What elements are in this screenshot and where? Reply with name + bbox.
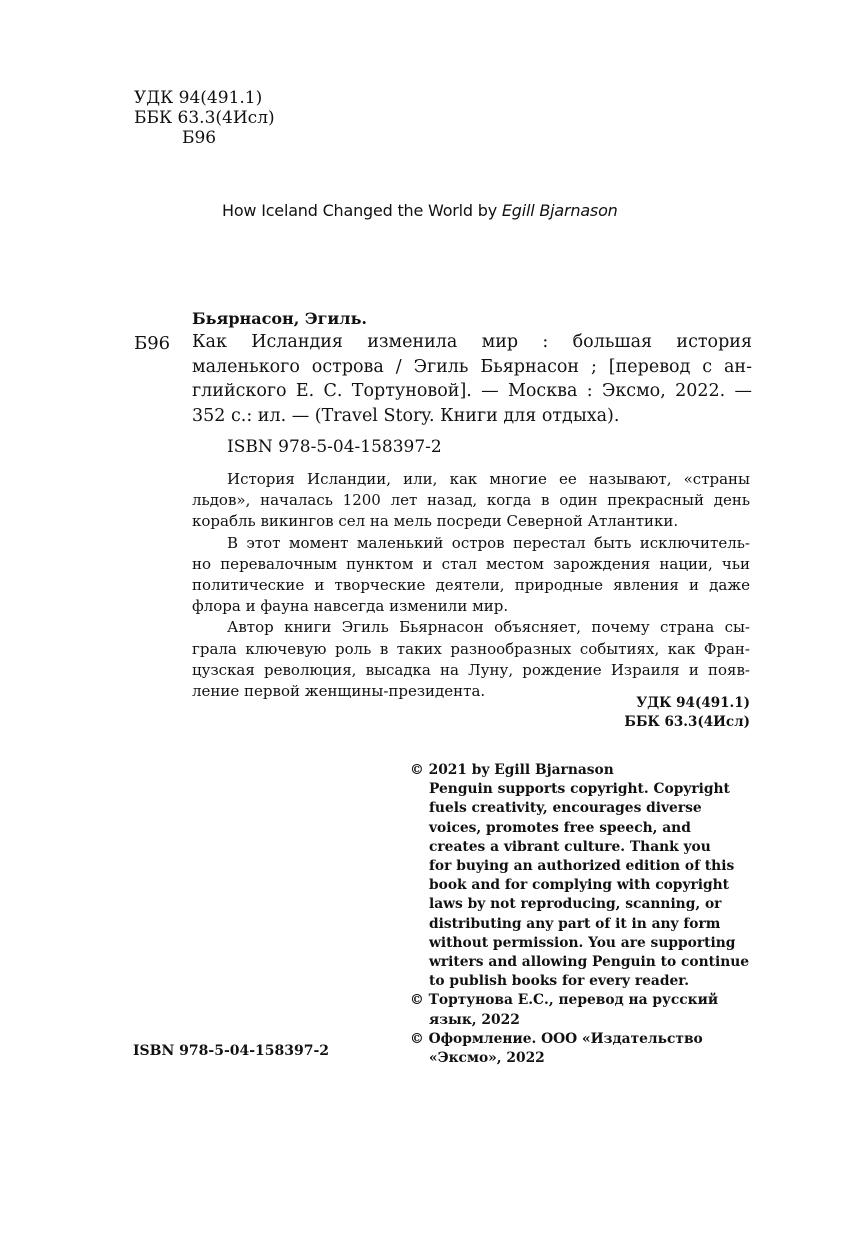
copyright-line: book and for complying with copyright (429, 877, 730, 894)
catalog-isbn: ISBN 978-5-04-158397-2 (227, 437, 442, 457)
copyright-line: © Оформление. ООО «Издательство (410, 1030, 703, 1047)
annotation-line: флора и фауна навсегда изменили мир. (192, 597, 509, 616)
annotation (192, 469, 750, 702)
udk-code: УДК 94(491.1) (636, 695, 750, 711)
bbk-code: ББК 63.3(4Исл) (134, 108, 275, 128)
copyright-block (410, 761, 755, 1068)
catalog-entry-line: 352 с.: ил. — (Travel Story. Книги для отдыха). (192, 405, 620, 426)
original-title-line (222, 201, 618, 220)
classification-block-right (560, 694, 750, 732)
catalog-entry-line: маленького острова / Эгиль Бьярнасон ; [перевод с ан- (192, 356, 752, 377)
annotation-line: корабль викингов сел на мель посреди Северной Атлантики. (192, 512, 679, 531)
copyright-line: to publish books for every reader. (429, 973, 690, 990)
original-author: Egill Bjarnason (501, 201, 618, 220)
annotation-line: но перевалочным пунктом и стал местом зарождения нации, чьи (192, 554, 750, 573)
annotation-line: цузская революция, высадка на Луну, рождение Израиля и появ- (192, 660, 750, 679)
copyright-line: without permission. You are supporting (429, 934, 736, 951)
bbk-code: ББК 63.3(4Исл) (624, 714, 750, 730)
catalog-entry (192, 330, 752, 428)
annotation-line: Автор книги Эгиль Бьярнасон объясняет, почему страна сы- (227, 618, 750, 637)
annotation-line: ление первой женщины-президента. (192, 682, 486, 701)
copyright-line: «Эксмо», 2022 (429, 1050, 545, 1067)
isbn-bottom: ISBN 978-5-04-158397-2 (133, 1043, 330, 1059)
copyright-line: creates a vibrant culture. Thank you (429, 838, 711, 855)
annotation-line: политические и творческие деятели, природные явления и даже (192, 576, 750, 595)
annotation-line: льдов», началась 1200 лет назад, когда в один прекрасный день (192, 491, 750, 510)
catalog-author-heading: Бьярнасон, Эгиль. (192, 309, 367, 328)
udk-code: УДК 94(491.1) (134, 88, 263, 108)
classification-block-top (134, 88, 275, 148)
copyright-line: язык, 2022 (429, 1011, 520, 1028)
copyright-line: © 2021 by Egill Bjarnason (410, 762, 614, 778)
copyright-line: voices, promotes free speech, and (429, 819, 691, 836)
annotation-line: В этот момент маленький остров перестал быть исключитель- (227, 533, 750, 552)
copyright-line: fuels creativity, encourages diverse (429, 800, 702, 817)
copyright-line: distributing any part of it in any form (429, 915, 721, 932)
copyright-line: Penguin supports copyright. Copyright (429, 781, 730, 798)
copyright-line: laws by not reproducing, scanning, or (429, 896, 722, 913)
catalog-entry-line: Как Исландия изменила мир : большая история (192, 332, 752, 352)
original-title: How Iceland Changed the World by (222, 201, 502, 220)
copyright-line: writers and allowing Penguin to continue (429, 954, 750, 971)
copyright-line: for buying an authorized edition of this (429, 858, 735, 875)
copyright-line: © Тортунова Е.С., перевод на русский (410, 992, 719, 1009)
catalog-entry-line: глийского Е. С. Тортуновой]. — Москва : Эксмо, 2022. — (192, 381, 752, 401)
catalog-author-mark: Б96 (134, 333, 171, 354)
annotation-line: История Исландии, или, как многие ее называют, «страны (227, 470, 750, 488)
author-mark: Б96 (182, 128, 217, 148)
annotation-line: грала ключевую роль в таких разнообразных событиях, как Фран- (192, 639, 750, 658)
